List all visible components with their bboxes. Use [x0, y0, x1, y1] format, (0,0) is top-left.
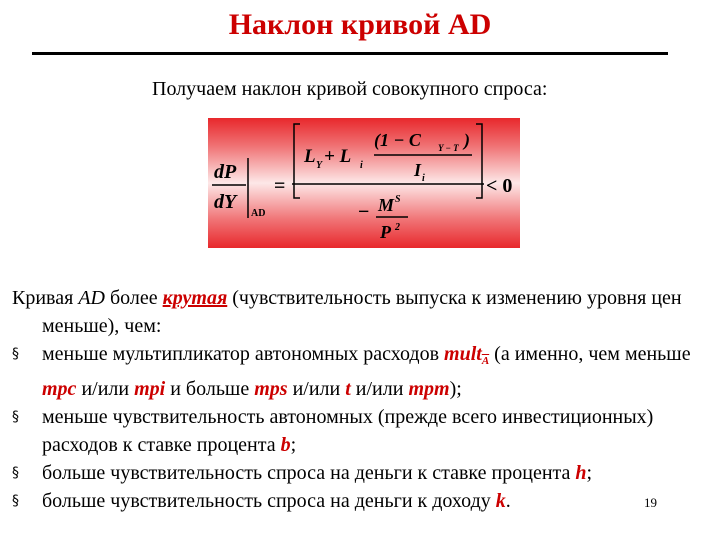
term-l-y-sub: Y — [316, 160, 323, 171]
inner-numerator-close: ) — [464, 130, 470, 150]
equals-sign: = — [274, 175, 286, 197]
left-bracket — [294, 124, 300, 198]
var-b: b — [280, 434, 291, 456]
right-bracket — [476, 124, 482, 198]
bullet-mark: § — [12, 346, 19, 362]
title-divider — [32, 52, 668, 55]
intro-text-1: Кривая — [12, 287, 79, 309]
term-l-y: L — [304, 146, 316, 167]
bullet-text: меньше мультипликатор автономных расходов — [42, 343, 445, 365]
lhs-subscript: AD — [251, 208, 266, 219]
bullet-text: ; — [586, 462, 593, 484]
formula-svg — [208, 118, 520, 248]
bullet-item-2 — [12, 403, 712, 459]
bullet-item-4 — [12, 487, 712, 515]
bullet-text: меньше чувствительность автономных (прежде всего инвестиционных) расходов к ставке процента — [42, 406, 654, 456]
intro-paragraph — [12, 284, 712, 340]
var-mpc: mpc — [42, 378, 77, 400]
denom-top-sup: S — [395, 194, 401, 205]
term-plus-l: + L — [324, 146, 352, 167]
subtitle: Получаем наклон кривой совокупного спроса: — [152, 78, 548, 100]
bullet-text: ); — [449, 378, 462, 400]
inner-denominator-sub: i — [422, 173, 425, 184]
bullet-mark: § — [12, 409, 19, 425]
page-number: 19 — [644, 495, 657, 510]
bullet-text: ; — [290, 434, 297, 456]
inequality: < 0 — [486, 175, 513, 197]
intro-ad: AD — [78, 287, 105, 309]
var-mult-sub: A — [481, 355, 490, 367]
bullet-text: . — [505, 490, 511, 512]
intro-text-2: более — [104, 287, 163, 309]
var-h: h — [575, 462, 587, 484]
var-mps: mps — [254, 378, 288, 400]
bullet-mark: § — [12, 493, 19, 509]
denom-top: M — [378, 195, 395, 215]
bullet-text: больше чувствительность спроса на деньги к доходу — [42, 490, 496, 512]
bullet-text: и/или — [350, 378, 409, 400]
formula-box — [208, 118, 520, 248]
var-t: t — [345, 378, 351, 400]
intro-text-3: (чувствительность выпуска к изменению уровня цен меньше), чем: — [42, 287, 682, 337]
lhs-numerator: dP — [214, 161, 237, 183]
bullet-item-1 — [12, 340, 712, 403]
bullet-text: (а именно, чем меньше — [489, 343, 691, 365]
inner-numerator: (1 − C — [374, 130, 421, 150]
bullet-mark: § — [12, 465, 19, 481]
body-text — [12, 284, 712, 515]
denom-minus: − — [358, 201, 370, 223]
var-mpm: mpm — [408, 378, 450, 400]
term-l-i-sub: i — [360, 160, 363, 171]
var-mult: mult — [444, 343, 482, 365]
slide-title: Наклон кривой AD — [228, 8, 492, 41]
inner-denominator: I — [414, 160, 422, 180]
bullet-text: и больше — [165, 378, 255, 400]
var-mpi: mpi — [134, 378, 166, 400]
denom-bottom-sup: 2 — [395, 222, 400, 233]
inner-numerator-sub: Y − T — [438, 143, 459, 153]
bullet-text: и/или — [287, 378, 346, 400]
var-k: k — [495, 490, 506, 512]
bullet-text: больше чувствительность спроса на деньги к ставке процента — [42, 462, 576, 484]
intro-steep: крутая — [162, 287, 228, 309]
lhs-denominator: dY — [214, 191, 237, 213]
bullet-item-3 — [12, 459, 712, 487]
bullet-text: и/или — [76, 378, 135, 400]
denom-bottom: P — [380, 222, 391, 242]
